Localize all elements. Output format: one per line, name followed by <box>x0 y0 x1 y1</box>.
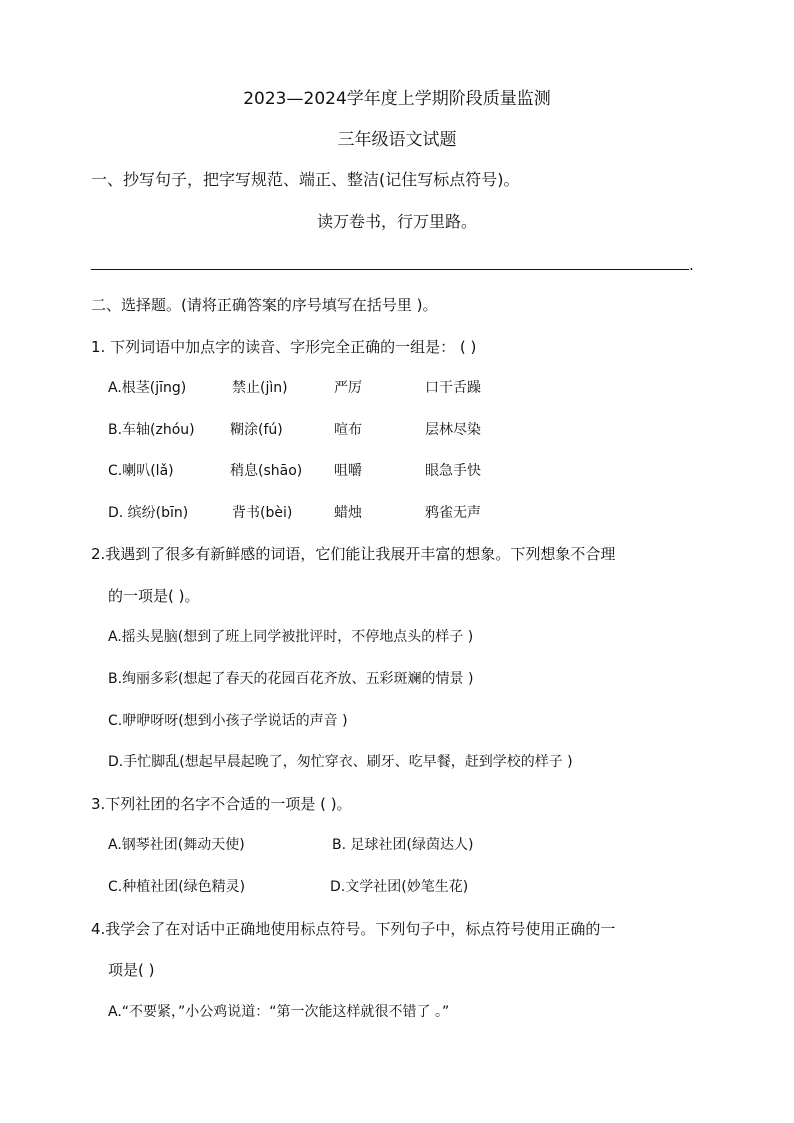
q2-stem-line2: 的一项是( )。 <box>108 587 200 605</box>
copy-sentence: 读万卷书，行万里路。 <box>316 212 477 231</box>
q2-stem-line1: 2.我遇到了很多有新鲜感的词语，它们能让我展开丰富的想象。下列想象不合理 <box>91 545 616 563</box>
q1-a-word3: 严厉 <box>334 380 362 396</box>
q1-c-word1: C.喇叭(lǎ) <box>108 463 174 479</box>
q4-stem-line1: 4.我学会了在对话中正确地使用标点符号。下列句子中，标点符号使用正确的一 <box>91 920 616 938</box>
q3-stem: 3.下列社团的名字不合适的一项是 ( )。 <box>91 795 352 813</box>
q3-option-c: C.种植社团(绿色精灵) <box>108 879 246 895</box>
q1-a-word1: A.根茎(jīng) <box>108 380 187 396</box>
q2-option-a: A.摇头晃脑(想到了班上同学被批评时，不停地点头的样子 ) <box>108 629 474 645</box>
q4-stem-line2: 项是( ) <box>108 961 155 979</box>
q1-a-word2: 禁止(jìn) <box>232 380 288 396</box>
q4-option-a: A.“不要紧，”小公鸡说道：“第一次能这样就很不错了 。” <box>108 1004 450 1020</box>
section1-heading: 一、抄写句子，把字写规范、端正、整洁(记住写标点符号)。 <box>91 170 520 189</box>
q1-d-word1: D. 缤纷(bīn) <box>108 505 189 521</box>
q2-option-d: D.手忙脚乱(想起早晨起晚了，匆忙穿衣、刷牙、吃早餐，赶到学校的样子 ) <box>108 754 573 770</box>
writing-line-end-mark: . <box>689 256 694 274</box>
q2-option-b: B.绚丽多彩(想起了春天的花园百花齐放、五彩斑斓的情景 ) <box>108 671 474 687</box>
exam-subtitle: 三年级语文试题 <box>337 130 457 150</box>
q1-a-word4: 口干舌躁 <box>425 380 481 396</box>
q1-c-word4: 眼急手快 <box>425 463 481 479</box>
q1-b-word4: 层林尽染 <box>425 422 481 438</box>
q3-option-d: D.文学社团(妙笔生花) <box>330 879 469 895</box>
q1-b-word3: 喧布 <box>334 422 362 438</box>
q1-b-word2: 糊涂(fú) <box>230 422 283 438</box>
q1-d-word2: 背书(bèi) <box>232 505 293 521</box>
q2-option-c: C.咿咿呀呀(想到小孩子学说话的声音 ) <box>108 713 348 729</box>
exam-title: 2023—2024学年度上学期阶段质量监测 <box>243 89 551 109</box>
q1-d-word3: 蜡烛 <box>334 505 362 521</box>
q3-option-b: B. 足球社团(绿茵达人) <box>332 837 474 853</box>
q1-stem: 1. 下列词语中加点字的读音、字形完全正确的一组是： ( ) <box>91 338 477 356</box>
writing-line[interactable] <box>91 269 689 270</box>
q3-option-a: A.钢琴社团(舞动天使) <box>108 837 245 853</box>
q1-c-word2: 稍息(shāo) <box>230 463 303 479</box>
section2-heading: 二、选择题。(请将正确答案的序号填写在括号里 )。 <box>91 296 438 314</box>
q1-c-word3: 咀嚼 <box>334 463 362 479</box>
q1-b-word1: B.车轴(zhóu) <box>108 422 195 438</box>
q1-d-word4: 鸦雀无声 <box>425 505 481 521</box>
